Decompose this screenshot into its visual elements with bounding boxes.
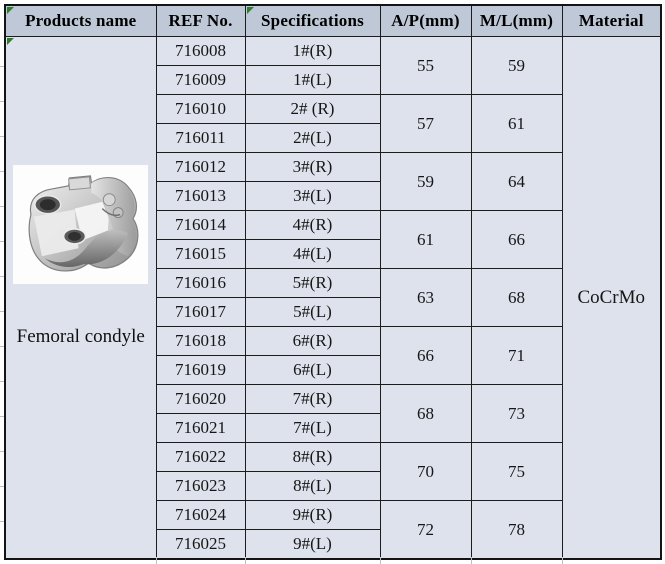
spec-cell: 1#(R)	[245, 37, 380, 66]
ap-cell: 70	[380, 443, 471, 501]
gridline-stub	[0, 346, 4, 347]
ml-cell: 71	[471, 327, 562, 385]
gridline-stub	[156, 557, 157, 564]
spec-cell: 7#(L)	[245, 414, 380, 443]
ref-cell: 716024	[156, 501, 245, 530]
spec-cell: 2# (R)	[245, 95, 380, 124]
ref-cell: 716017	[156, 298, 245, 327]
col-header-label: Material	[578, 11, 644, 30]
ap-cell: 57	[380, 95, 471, 153]
spec-cell: 9#(R)	[245, 501, 380, 530]
ml-cell: 66	[471, 211, 562, 269]
spec-cell: 7#(R)	[245, 385, 380, 414]
product-cell	[5, 37, 156, 560]
ref-cell: 716019	[156, 356, 245, 385]
ref-cell: 716009	[156, 66, 245, 95]
product-spec-table	[4, 4, 662, 560]
ref-cell: 716014	[156, 211, 245, 240]
col-header-label: Products name	[25, 11, 137, 30]
gridline-stub	[0, 171, 4, 172]
spec-cell: 3#(L)	[245, 182, 380, 211]
gridline-stub	[562, 557, 563, 564]
ref-cell: 716022	[156, 443, 245, 472]
col-header-material	[562, 5, 661, 37]
product-photo	[13, 165, 148, 284]
spec-cell: 3#(R)	[245, 153, 380, 182]
ref-cell: 716018	[156, 327, 245, 356]
product-cell-content	[6, 37, 156, 558]
spec-cell: 8#(R)	[245, 443, 380, 472]
gridline-stub	[0, 101, 4, 102]
cell-flag-icon	[7, 38, 14, 45]
gridline-stub	[0, 451, 4, 452]
spec-cell: 4#(L)	[245, 240, 380, 269]
spec-cell: 5#(L)	[245, 298, 380, 327]
ref-cell: 716016	[156, 269, 245, 298]
ml-cell: 78	[471, 501, 562, 560]
spec-cell: 2#(L)	[245, 124, 380, 153]
ml-cell: 75	[471, 443, 562, 501]
gridline-stub	[0, 136, 4, 137]
gridline-stub	[380, 557, 381, 564]
femoral-condyle-implant-image	[17, 169, 144, 280]
ml-cell: 68	[471, 269, 562, 327]
ref-cell: 716020	[156, 385, 245, 414]
ap-cell: 72	[380, 501, 471, 560]
gridline-stub	[0, 241, 4, 242]
col-header-products-name	[5, 5, 156, 37]
gridline-stub	[0, 416, 4, 417]
ml-cell: 61	[471, 95, 562, 153]
spec-cell: 1#(L)	[245, 66, 380, 95]
gridline-stub	[0, 66, 4, 67]
ap-cell: 61	[380, 211, 471, 269]
gridline-stub	[0, 521, 4, 522]
gridline-stub	[0, 206, 4, 207]
gridline-stub	[0, 381, 4, 382]
ref-cell: 716025	[156, 530, 245, 560]
ap-cell: 59	[380, 153, 471, 211]
gridline-stub	[0, 486, 4, 487]
ml-cell: 59	[471, 37, 562, 95]
ap-cell: 68	[380, 385, 471, 443]
col-header-label: REF No.	[168, 11, 233, 30]
col-header-label: Specifications	[261, 11, 364, 30]
gridline-stub	[0, 276, 4, 277]
spec-cell: 5#(R)	[245, 269, 380, 298]
spec-cell: 6#(R)	[245, 327, 380, 356]
ref-cell: 716011	[156, 124, 245, 153]
col-header-label: M/L(mm)	[479, 11, 554, 30]
col-header-ref-no	[156, 5, 245, 37]
col-header-label: A/P(mm)	[391, 11, 460, 30]
ml-cell: 73	[471, 385, 562, 443]
col-header-ml-mm	[471, 5, 562, 37]
spec-cell: 8#(L)	[245, 472, 380, 501]
ap-cell: 66	[380, 327, 471, 385]
spec-cell: 6#(L)	[245, 356, 380, 385]
ap-cell: 63	[380, 269, 471, 327]
ref-cell: 716023	[156, 472, 245, 501]
ref-cell: 716012	[156, 153, 245, 182]
ref-cell: 716010	[156, 95, 245, 124]
gridline-stub	[245, 557, 246, 564]
cell-flag-icon	[247, 7, 254, 14]
col-header-ap-mm	[380, 5, 471, 37]
material-cell: CoCrMo	[562, 37, 661, 560]
gridline-stub	[471, 557, 472, 564]
ref-cell: 716013	[156, 182, 245, 211]
ap-cell: 55	[380, 37, 471, 95]
spec-cell: 9#(L)	[245, 530, 380, 560]
ref-cell: 716021	[156, 414, 245, 443]
spec-cell: 4#(R)	[245, 211, 380, 240]
header-row	[5, 5, 661, 37]
ml-cell: 64	[471, 153, 562, 211]
ref-cell: 716008	[156, 37, 245, 66]
table-row	[5, 37, 661, 66]
col-header-specifications	[245, 5, 380, 37]
cell-flag-icon	[7, 7, 14, 14]
gridline-stub	[0, 311, 4, 312]
ref-cell: 716015	[156, 240, 245, 269]
product-name-label: Femoral condyle	[16, 326, 145, 347]
